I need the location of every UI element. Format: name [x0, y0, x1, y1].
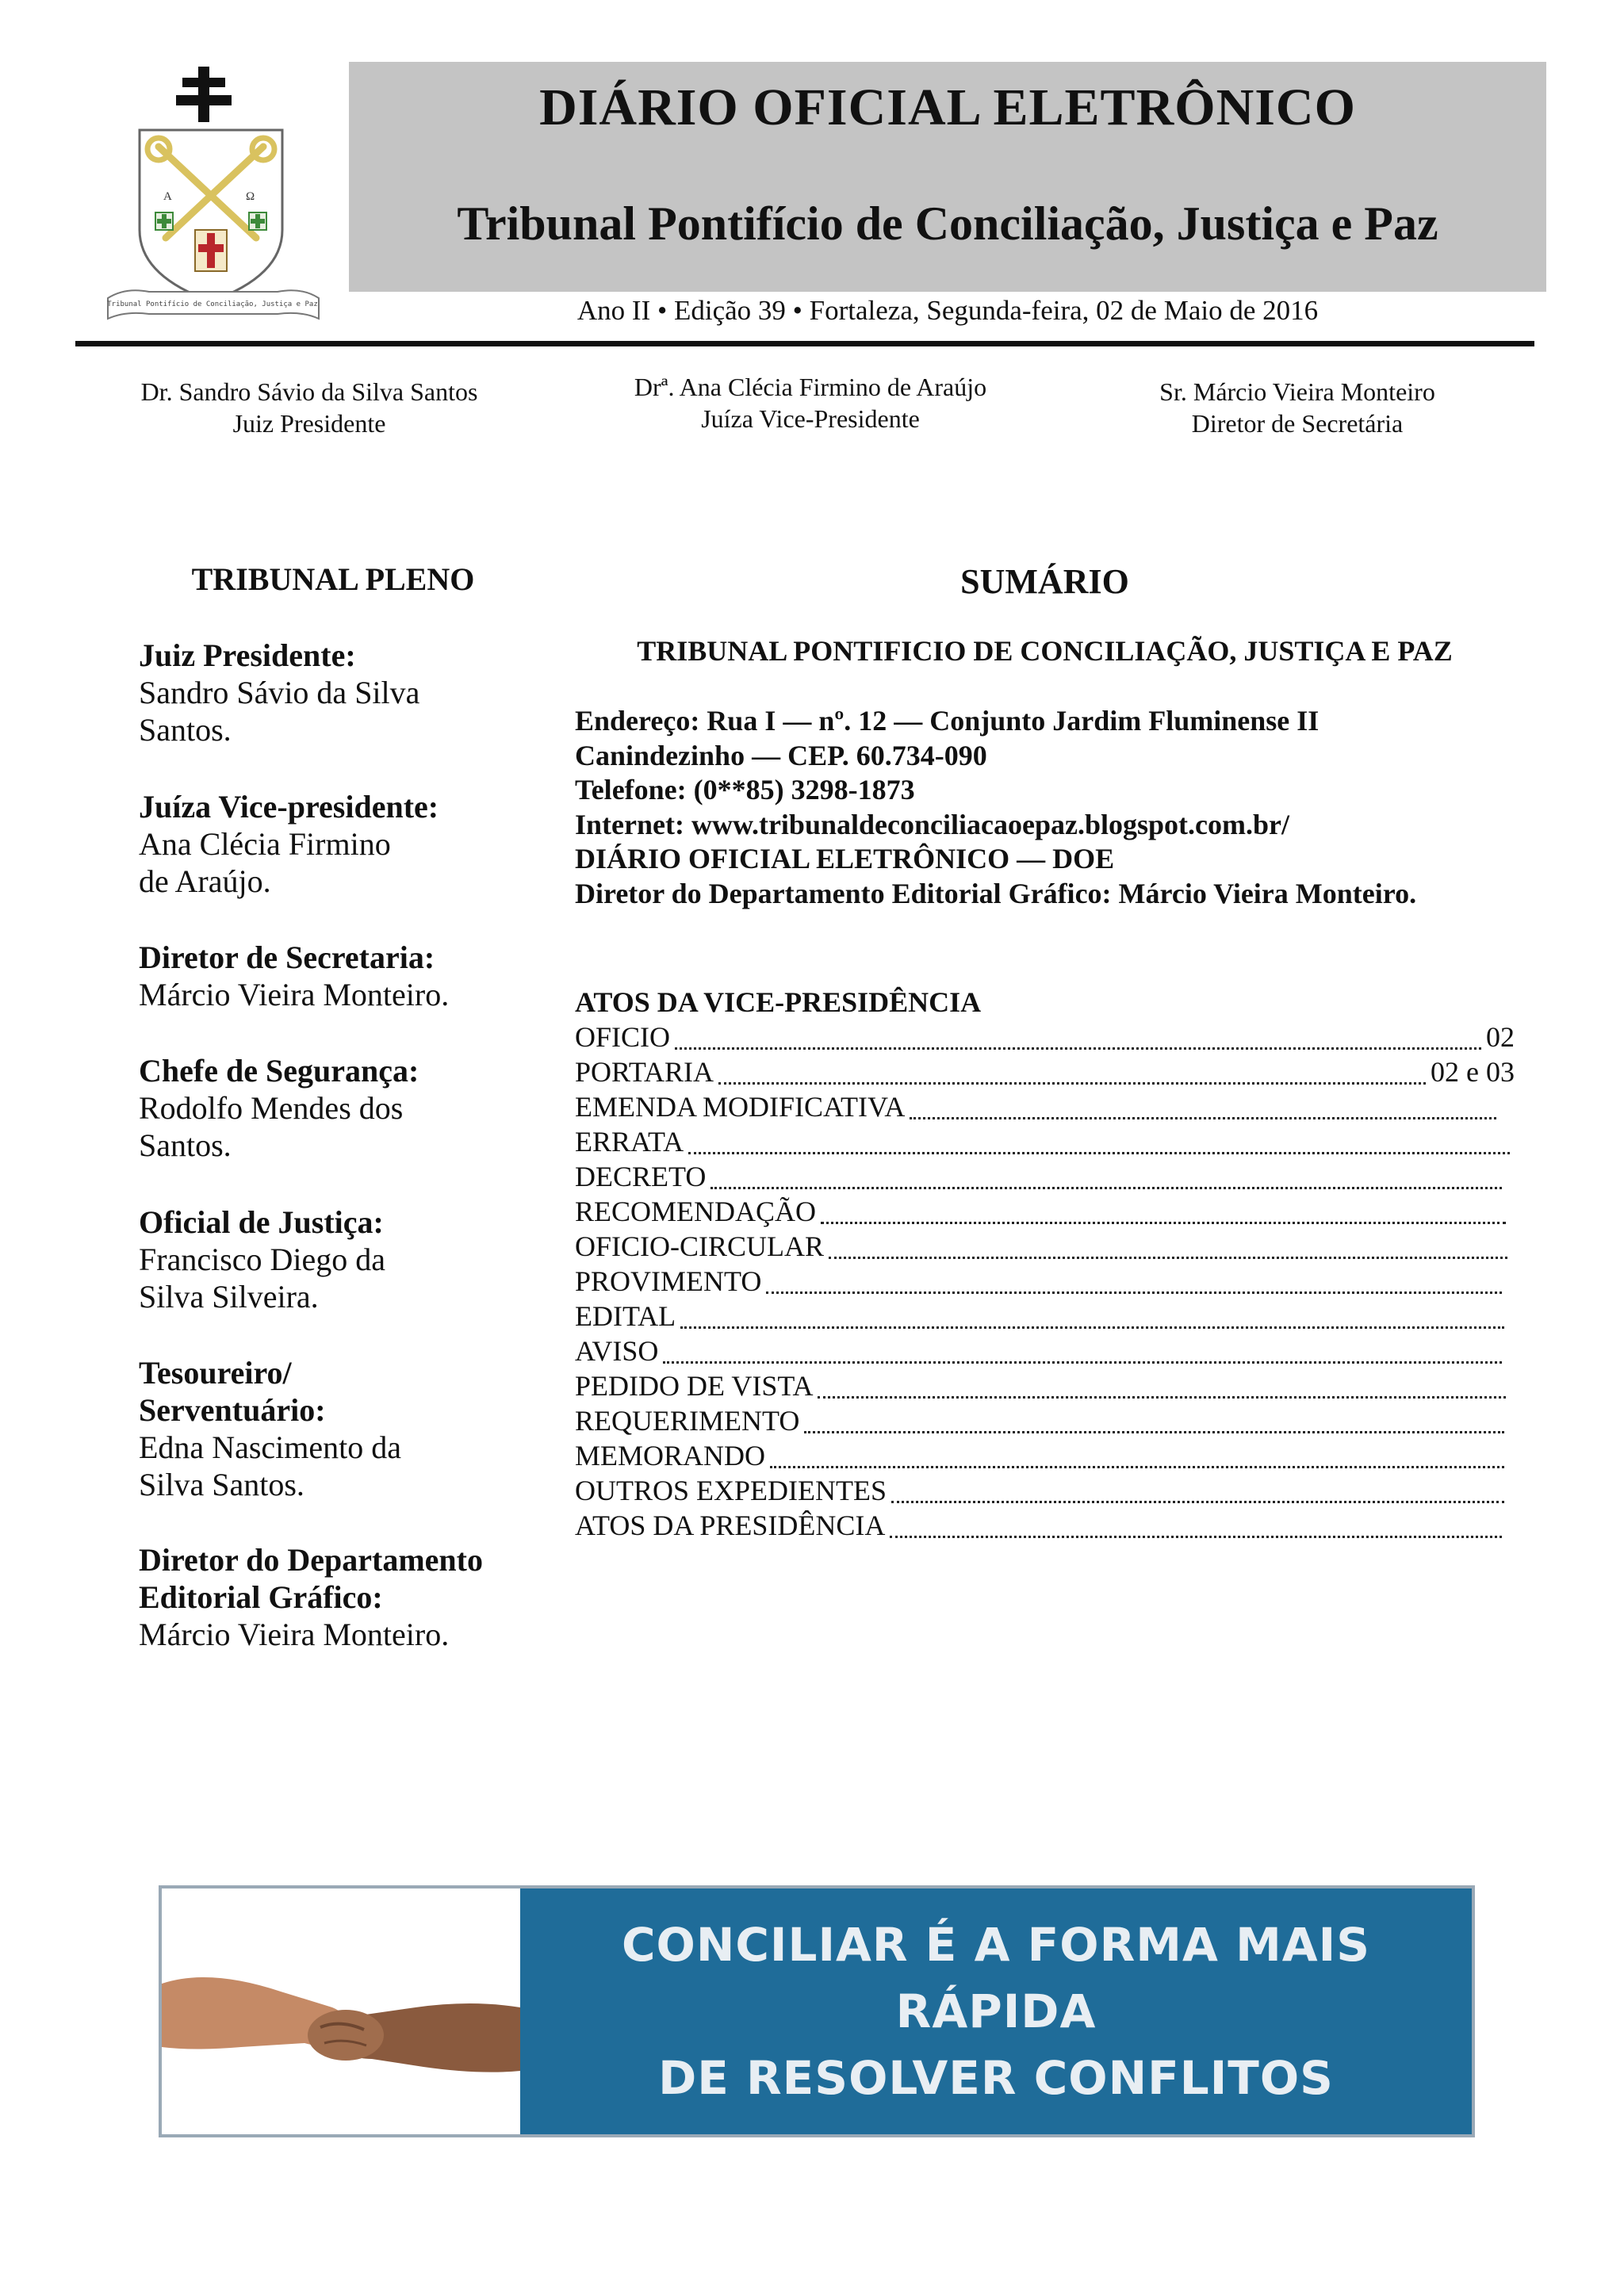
toc-entry-oficio-circular [575, 1230, 1512, 1265]
roster-role: Tesoureiro/ [139, 1355, 292, 1391]
atos-vice-presidencia-heading: ATOS DA VICE-PRESIDÊNCIA [575, 986, 982, 1018]
roster-name: Márcio Vieira Monteiro. [139, 1617, 450, 1652]
banner-line-1: CONCILIAR É A FORMA MAIS RÁPIDA [621, 1918, 1371, 2038]
toc-page: 02 e 03 [1431, 1056, 1515, 1088]
roster-name: de Araújo. [139, 863, 271, 899]
toc-label: MEMORANDO [575, 1440, 766, 1471]
official-name: Dr. Sandro Sávio da Silva Santos [140, 377, 478, 406]
official-role: Juiz Presidente [232, 409, 386, 438]
address-line: Endereço: Rua I — nº. 12 — Conjunto Jardim Fluminense II [575, 705, 1320, 737]
cep-line: Canindezinho — CEP. 60.734-090 [575, 739, 987, 771]
toc-label: ATOS DA PRESIDÊNCIA [575, 1510, 886, 1541]
document-subtitle: Tribunal Pontifício de Conciliação, Justiça e Paz [457, 197, 1438, 250]
roster-name: Santos. [139, 712, 232, 748]
toc-leader-dots [680, 1320, 1504, 1329]
website-line: Internet: www.tribunaldeconciliacaoepaz.blogspot.com.br/ [575, 808, 1289, 840]
toc-leader-dots [829, 1250, 1507, 1259]
toc-label: AVISO [575, 1335, 659, 1367]
toc-label: PEDIDO DE VISTA [575, 1370, 814, 1402]
official-role: Juíza Vice-Presidente [701, 404, 920, 433]
roster-chefe-seguranca [139, 1052, 551, 1164]
omega-letter: Ω [246, 190, 255, 203]
official-name: Drª. Ana Clécia Firmino de Araújo [634, 373, 987, 401]
roster-role: Juiz Presidente: [139, 637, 356, 673]
official-presidente [71, 376, 547, 439]
toc-entry-requerimento [575, 1404, 1509, 1439]
banner-line-2: DE RESOLVER CONFLITOS [658, 2051, 1334, 2105]
roster-name: Santos. [139, 1127, 232, 1163]
toc-label: EDITAL [575, 1300, 676, 1332]
doe-line: DIÁRIO OFICIAL ELETRÔNICO — DOE [575, 843, 1115, 874]
roster-role: Juíza Vice-presidente: [139, 789, 439, 825]
roster-name: Silva Santos. [139, 1467, 304, 1502]
header-divider [75, 341, 1534, 346]
contact-block [575, 704, 1526, 911]
red-cross-emblem-icon [195, 230, 227, 271]
roster-juiz-presidente [139, 637, 551, 748]
toc-entry-provimento [575, 1265, 1507, 1299]
toc-entry-recomendacao [575, 1195, 1511, 1230]
roster-diretor-editorial [139, 1541, 551, 1653]
toc-entry-emenda-modificativa [575, 1090, 1501, 1125]
roster-name: Edna Nascimento da [139, 1429, 401, 1465]
sumario-title: SUMÁRIO [960, 562, 1129, 601]
toc-entry-portaria [575, 1055, 1515, 1090]
toc-label: RECOMENDAÇÃO [575, 1196, 817, 1227]
toc-entry-outros-expedientes [575, 1474, 1509, 1509]
toc-label: OUTROS EXPEDIENTES [575, 1475, 887, 1506]
toc-leader-dots [675, 1041, 1481, 1050]
banner-text [520, 1888, 1472, 2134]
toc-entry-pedido-de-vista [575, 1369, 1511, 1404]
toc-label: OFICIO [575, 1021, 671, 1053]
toc-label: EMENDA MODIFICATIVA [575, 1091, 906, 1123]
toc-label: ERRATA [575, 1126, 684, 1158]
tribunal-pleno-title: TRIBUNAL PLENO [191, 561, 475, 597]
edition-line: Ano II • Edição 39 • Fortaleza, Segunda-feira, 02 de Maio de 2016 [576, 295, 1319, 326]
toc-label: PORTARIA [575, 1056, 714, 1088]
official-diretor-secretaria [1059, 376, 1535, 439]
roster-oficial-justica [139, 1203, 551, 1315]
official-role: Diretor de Secretária [1191, 409, 1404, 438]
toc-label: DECRETO [575, 1161, 707, 1192]
toc-label: PROVIMENTO [575, 1265, 762, 1297]
toc-leader-dots [766, 1285, 1502, 1294]
header-band [349, 62, 1546, 292]
roster-role: Editorial Gráfico: [139, 1579, 383, 1615]
toc-leader-dots [821, 1215, 1506, 1224]
roster-role: Serventuário: [139, 1392, 326, 1428]
toc-entry-atos-da-presidencia [575, 1509, 1507, 1544]
handshake-icon [162, 1888, 520, 2134]
roster-role: Chefe de Segurança: [139, 1053, 419, 1089]
roster-name: Silva Silveira. [139, 1279, 319, 1314]
roster-name: Márcio Vieira Monteiro. [139, 977, 450, 1012]
toc-leader-dots [818, 1390, 1506, 1399]
toc-leader-dots [891, 1494, 1504, 1503]
conciliation-banner [159, 1885, 1475, 2137]
toc-label: REQUERIMENTO [575, 1405, 800, 1437]
table-of-contents [575, 1020, 1515, 1544]
roster-tesoureiro [139, 1354, 551, 1503]
patriarchal-cross-icon [176, 67, 232, 122]
tribunal-name-heading: TRIBUNAL PONTIFICIO DE CONCILIAÇÃO, JUSTIÇA E PAZ [637, 635, 1453, 667]
roster-role: Diretor do Departamento [139, 1542, 483, 1578]
toc-entry-oficio [575, 1020, 1515, 1055]
toc-entry-aviso [575, 1334, 1507, 1369]
toc-entry-decreto [575, 1160, 1507, 1195]
roster-role: Diretor de Secretaria: [139, 939, 435, 975]
official-name: Sr. Márcio Vieira Monteiro [1159, 377, 1435, 406]
editorial-director-line: Diretor do Departamento Editorial Gráfico: Márcio Vieira Monteiro. [575, 877, 1417, 909]
toc-leader-dots [710, 1181, 1502, 1189]
roster-name: Rodolfo Mendes dos [139, 1090, 404, 1126]
coat-of-arms [94, 63, 331, 325]
toc-leader-dots [718, 1076, 1426, 1085]
toc-leader-dots [890, 1529, 1502, 1538]
toc-entry-edital [575, 1299, 1509, 1334]
roster-name: Francisco Diego da [139, 1242, 386, 1277]
roster-diretor-secretaria [139, 939, 551, 1013]
roster-juiza-vice-presidente [139, 788, 551, 900]
official-vice-presidente [573, 371, 1048, 434]
toc-leader-dots [770, 1460, 1504, 1468]
toc-leader-dots [910, 1111, 1496, 1119]
toc-leader-dots [804, 1425, 1504, 1433]
toc-leader-dots [663, 1355, 1502, 1364]
roster-name: Sandro Sávio da Silva [139, 675, 420, 710]
ribbon-text: Tribunal Pontifício de Conciliação, Justiça e Paz [107, 300, 318, 308]
toc-label: OFICIO-CIRCULAR [575, 1230, 825, 1262]
roster-name: Ana Clécia Firmino [139, 826, 391, 862]
alpha-letter: A [163, 190, 172, 203]
toc-leader-dots [688, 1146, 1510, 1154]
roster-role: Oficial de Justiça: [139, 1204, 384, 1240]
document-title: DIÁRIO OFICIAL ELETRÔNICO [539, 78, 1356, 136]
toc-entry-errata [575, 1125, 1515, 1160]
toc-page: 02 [1486, 1021, 1515, 1053]
toc-entry-memorando [575, 1439, 1509, 1474]
phone-line: Telefone: (0**85) 3298-1873 [575, 774, 915, 806]
